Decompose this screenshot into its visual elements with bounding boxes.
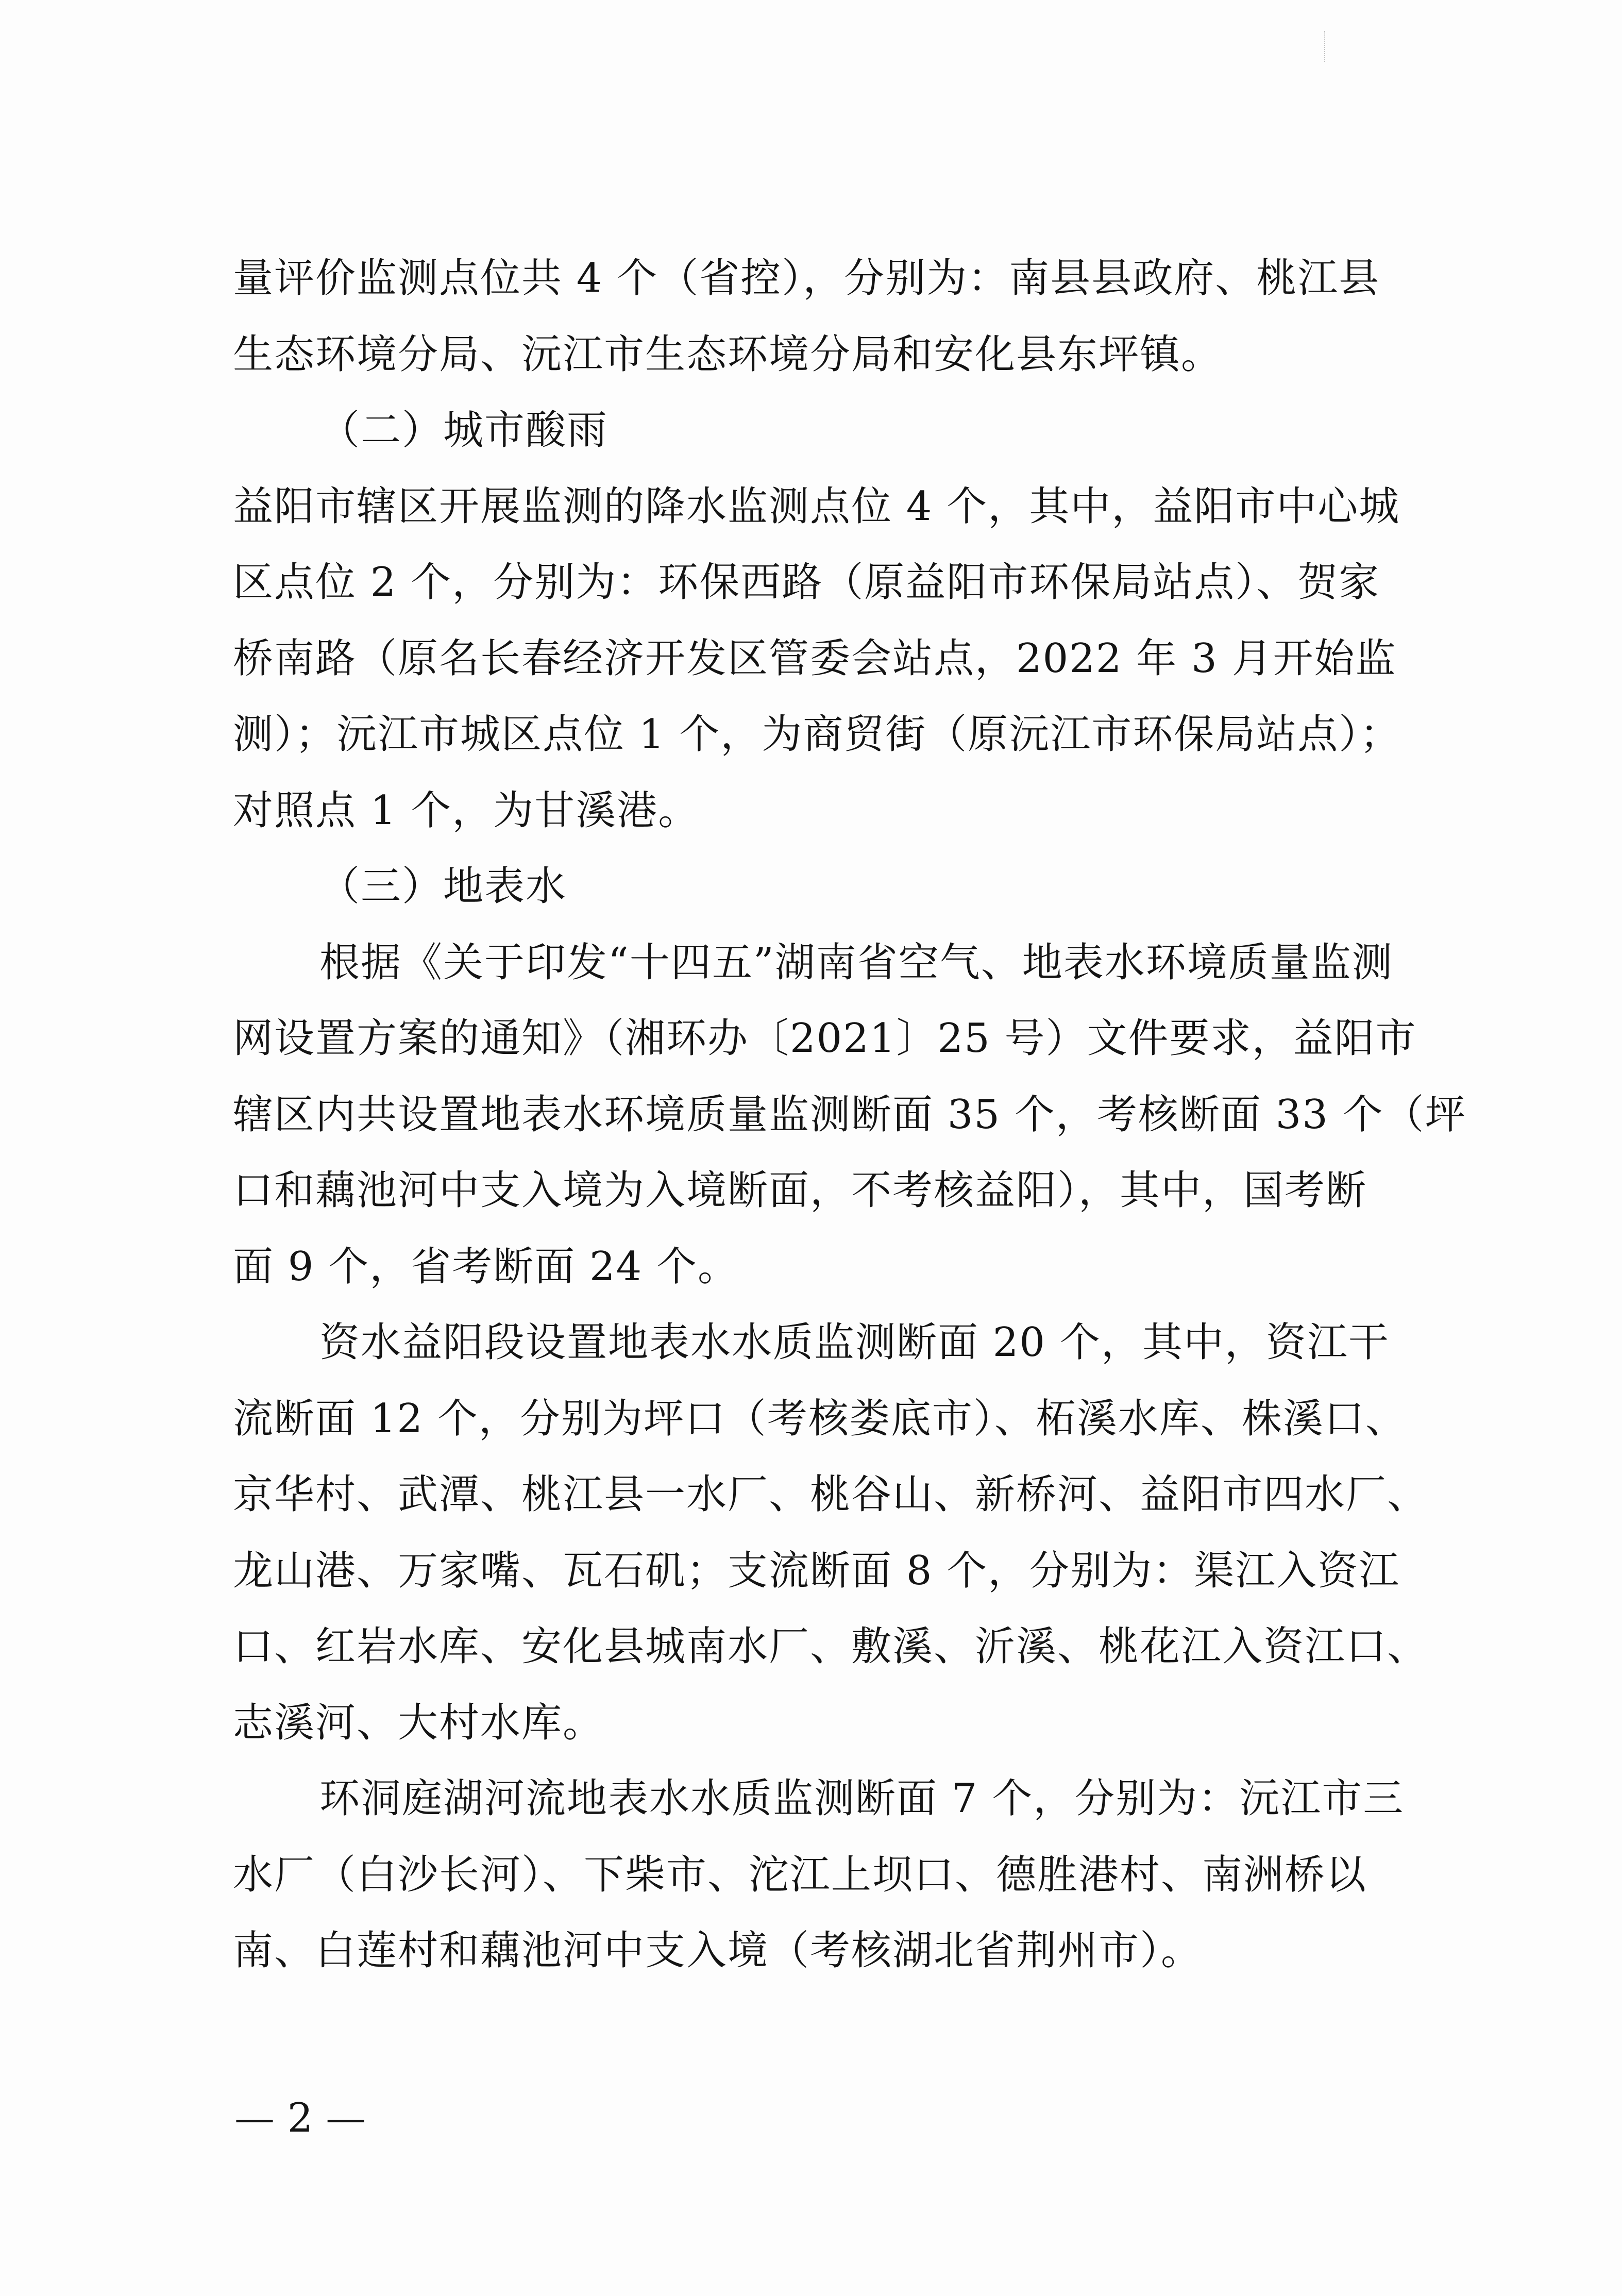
section-heading-acid-rain: （二）城市酸雨 (319, 407, 609, 454)
text-line-6: 桥南路（原名长春经济开发区管委会站点，2022 年 3 月开始监 (233, 635, 1397, 682)
text-line-23: 南、白莲村和藕池河中支入境（考核湖北省荆州市）。 (233, 1928, 1203, 1974)
text-line-1: 量评价监测点位共 4 个（省控），分别为：南县县政府、桃江县 (233, 255, 1380, 301)
text-line-7: 测）；沅江市城区点位 1 个，为商贸街（原沅江市环保局站点）； (233, 711, 1401, 758)
text-line-22: 水厂（白沙长河）、下柴市、沱江上坝口、德胜港村、南洲桥以 (233, 1852, 1367, 1898)
text-line-2: 生态环境分局、沅江市生态环境分局和安化县东坪镇。 (233, 331, 1223, 378)
text-line-8: 对照点 1 个，为甘溪港。 (233, 787, 700, 834)
text-line-4: 益阳市辖区开展监测的降水监测点位 4 个，其中，益阳市中心城 (233, 483, 1400, 530)
text-line-16: 流断面 12 个，分别为坪口（考核娄底市）、柘溪水库、株溪口、 (233, 1396, 1407, 1442)
text-line-13: 口和藕池河中支入境为入境断面，不考核益阳），其中，国考断 (233, 1167, 1367, 1214)
text-line-5: 区点位 2 个，分别为：环保西路（原益阳市环保局站点）、贺家 (233, 559, 1380, 606)
text-line-11: 网设置方案的通知》（湘环办〔2021〕25 号）文件要求，益阳市 (233, 1015, 1417, 1062)
text-line-20: 志溪河、大村水库。 (233, 1700, 604, 1746)
text-line-21: 环洞庭湖河流地表水水质监测断面 7 个，分别为：沅江市三 (319, 1775, 1405, 1822)
text-line-15: 资水益阳段设置地表水水质监测断面 20 个，其中，资江干 (319, 1319, 1390, 1366)
text-line-19: 口、红岩水库、安化县城南水厂、敷溪、沂溪、桃花江入资江口、 (233, 1623, 1429, 1670)
page-number: — 2 — (234, 2095, 366, 2141)
section-heading-surface-water: （三）地表水 (319, 863, 567, 910)
text-line-17: 京华村、武潭、桃江县一水厂、桃谷山、新桥河、益阳市四水厂、 (233, 1471, 1429, 1518)
text-line-12: 辖区内共设置地表水环境质量监测断面 35 个，考核断面 33 个（坪 (233, 1092, 1466, 1138)
scan-speck (1324, 31, 1327, 62)
text-line-14: 面 9 个，省考断面 24 个。 (233, 1244, 739, 1290)
text-line-18: 龙山港、万家嘴、瓦石矶；支流断面 8 个，分别为：渠江入资江 (233, 1548, 1400, 1594)
text-line-10: 根据《关于印发“十四五”湖南省空气、地表水环境质量监测 (319, 940, 1393, 986)
